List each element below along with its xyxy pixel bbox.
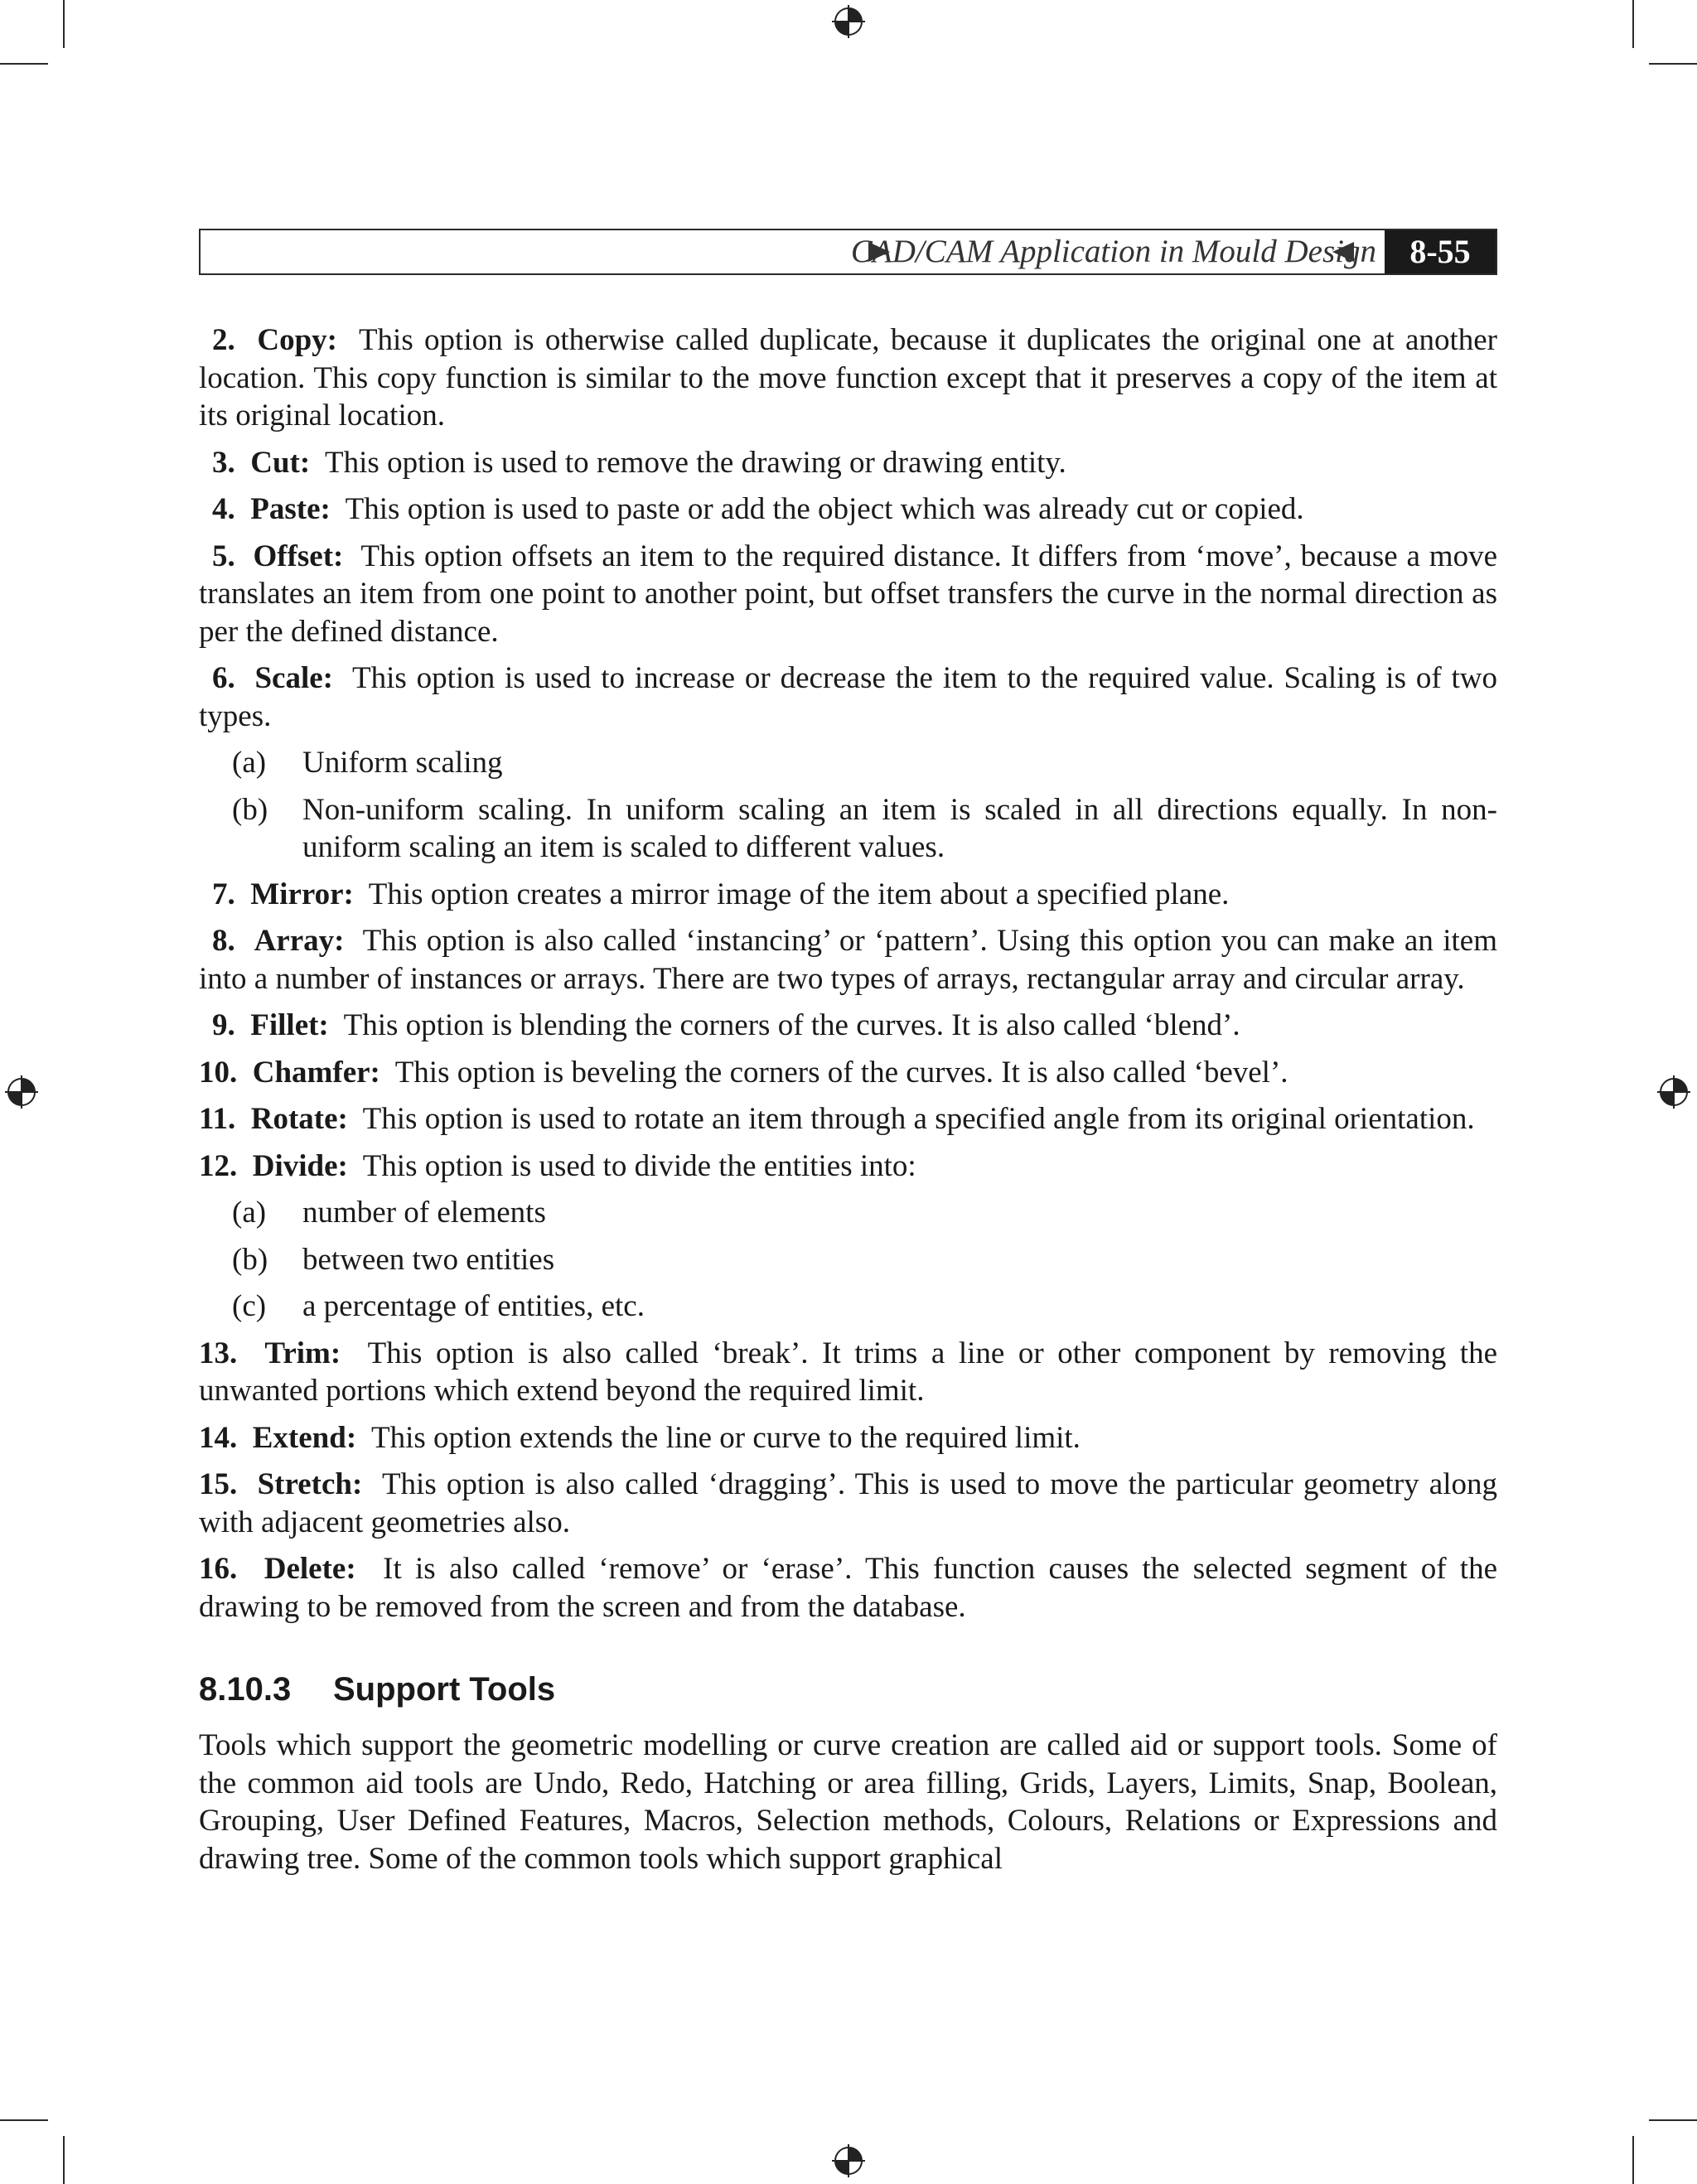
item-term: Divide: [252,1148,348,1183]
item-text: This option is used to divide the entities into: [362,1148,916,1183]
item-term: Scale: [254,661,333,695]
list-item-rotate [199,1100,1497,1138]
item-term: Rotate: [250,1102,348,1136]
registration-mark-icon [1657,1075,1690,1109]
registration-mark-icon [832,5,865,38]
list-item-trim [199,1335,1497,1410]
sub-item-label: (a) [232,1196,267,1230]
item-term: Copy: [257,323,337,357]
item-number: 7. [212,877,235,911]
list-item-chamfer [199,1054,1497,1092]
registration-mark-icon [832,2144,865,2177]
item-term: Array: [254,924,345,958]
sub-item-label: (b) [232,1242,268,1277]
item-text: This option offsets an item to the required distance. It differs from ‘move’, because a move translates an item from one point to another point, but offset transfers the curve in the normal direction as per the defined distance. [199,539,1498,649]
item-number: 2. [212,323,235,357]
item-text: This option extends the line or curve to the required limit. [371,1420,1081,1455]
list-item-delete [199,1550,1497,1626]
sub-item [199,744,1497,782]
item-text: It is also called ‘remove’ or ‘erase’. This function causes the selected segment of the drawing to be removed from the screen and from the database. [199,1552,1498,1624]
item-text: This option is also called ‘instancing’ or ‘pattern’. Using this option you can make an item into a number of instances or arrays. There are two types of arrays, rectangular array and circular array. [199,924,1498,996]
sub-item [199,1241,1497,1279]
item-number: 15. [199,1467,238,1501]
running-header [199,229,1497,275]
sub-item-text: Non-uniform scaling. In uniform scaling an item is scaled in all directions equally. In non-uniform scaling an item is scaled to different values. [302,792,1497,864]
item-text: This option creates a mirror image of the item about a specified plane. [368,877,1230,911]
item-text: This option is used to rotate an item through a specified angle from its original orientation. [362,1102,1475,1136]
item-number: 3. [212,445,235,480]
crop-mark [63,0,65,48]
item-text: This option is otherwise called duplicate, because it duplicates the original one at another location. This copy function is similar to the move function except that it preserves a copy of the item at its original location. [199,323,1497,432]
list-item-divide [199,1148,1497,1186]
item-text: This option is used to increase or decrease the item to the required value. Scaling is of two types. [199,661,1497,733]
section-number: 8.10.3 [199,1671,292,1708]
list-item-scale [199,660,1497,735]
sub-item-text: between two entities [302,1242,555,1277]
crop-mark [1632,0,1634,48]
crop-mark [1649,63,1697,65]
item-number: 5. [212,539,235,573]
item-number: 14. [199,1420,238,1455]
item-text: This option is used to remove the drawing or drawing entity. [325,445,1066,480]
item-text: This option is blending the corners of the curves. It is also called ‘blend’. [343,1008,1240,1042]
list-item-extend [199,1419,1497,1457]
item-text: This option is also called ‘dragging’. This is used to move the particular geometry along with adjacent geometries also. [199,1467,1497,1539]
list-item-paste [199,490,1497,529]
crop-mark [0,2119,48,2121]
section-title: Support Tools [333,1671,556,1708]
sub-item-label: (b) [232,792,268,827]
item-number: 11. [199,1102,236,1136]
item-number: 16. [199,1552,238,1586]
item-term: Paste: [250,492,331,526]
sub-item [199,791,1497,867]
item-term: Trim: [264,1336,341,1370]
sub-item-label: (c) [232,1289,267,1323]
item-number: 13. [199,1336,238,1370]
list-item-array [199,922,1497,998]
item-text: This option is also called ‘break’. It trims a line or other component by removing the unwanted portions which extend beyond the required limit. [199,1336,1497,1408]
item-number: 8. [212,924,235,958]
list-item-fillet [199,1007,1497,1045]
triangle-left-icon [1332,242,1354,262]
item-number: 10. [199,1055,238,1090]
list-item-copy [199,321,1497,435]
registration-mark-icon [5,1075,38,1109]
list-item-stretch [199,1466,1497,1541]
crop-mark [1632,2136,1634,2184]
crop-mark [0,63,48,65]
item-number: 6. [212,661,235,695]
list-item-cut [199,444,1497,482]
item-term: Cut: [250,445,311,480]
section-paragraph: Tools which support the geometric modelling or curve creation are called aid or support tools. Some of the common aid tools are Undo, Redo, Hatching or area filling, Grids, Layers, Limits, Snap, Boolean, Grouping, User Defined Features, Macros, Selection methods, Colours, Relations or Expressions and drawing tree. Some of the common tools which support graphical [199,1728,1497,1876]
list-item-mirror [199,876,1497,914]
page-body [199,321,1497,1877]
item-number: 9. [212,1008,235,1042]
item-number: 12. [199,1148,238,1183]
item-term: Stretch: [257,1467,363,1501]
item-term: Delete: [263,1552,356,1586]
item-term: Mirror: [250,877,354,911]
item-text: This option is beveling the corners of the curves. It is also called ‘bevel’. [394,1055,1288,1090]
sub-item [199,1288,1497,1326]
item-number: 4. [212,492,235,526]
page-number: 8-55 [1385,230,1496,273]
running-title: CAD/CAM Application in Mould Design [850,234,1376,269]
section-heading [199,1669,1497,1710]
sub-item-text: number of elements [302,1196,546,1230]
crop-mark [63,2136,65,2184]
item-text: This option is used to paste or add the object which was already cut or copied. [345,492,1304,526]
crop-mark [1649,2119,1697,2121]
item-term: Chamfer: [252,1055,380,1090]
item-term: Fillet: [250,1008,329,1042]
sub-item-text: a percentage of entities, etc. [302,1289,645,1323]
sub-item-label: (a) [232,746,267,780]
item-term: Extend: [252,1420,357,1455]
list-item-offset [199,538,1497,651]
sub-item-text: Uniform scaling [302,746,503,780]
item-term: Offset: [253,539,344,573]
sub-item [199,1194,1497,1232]
